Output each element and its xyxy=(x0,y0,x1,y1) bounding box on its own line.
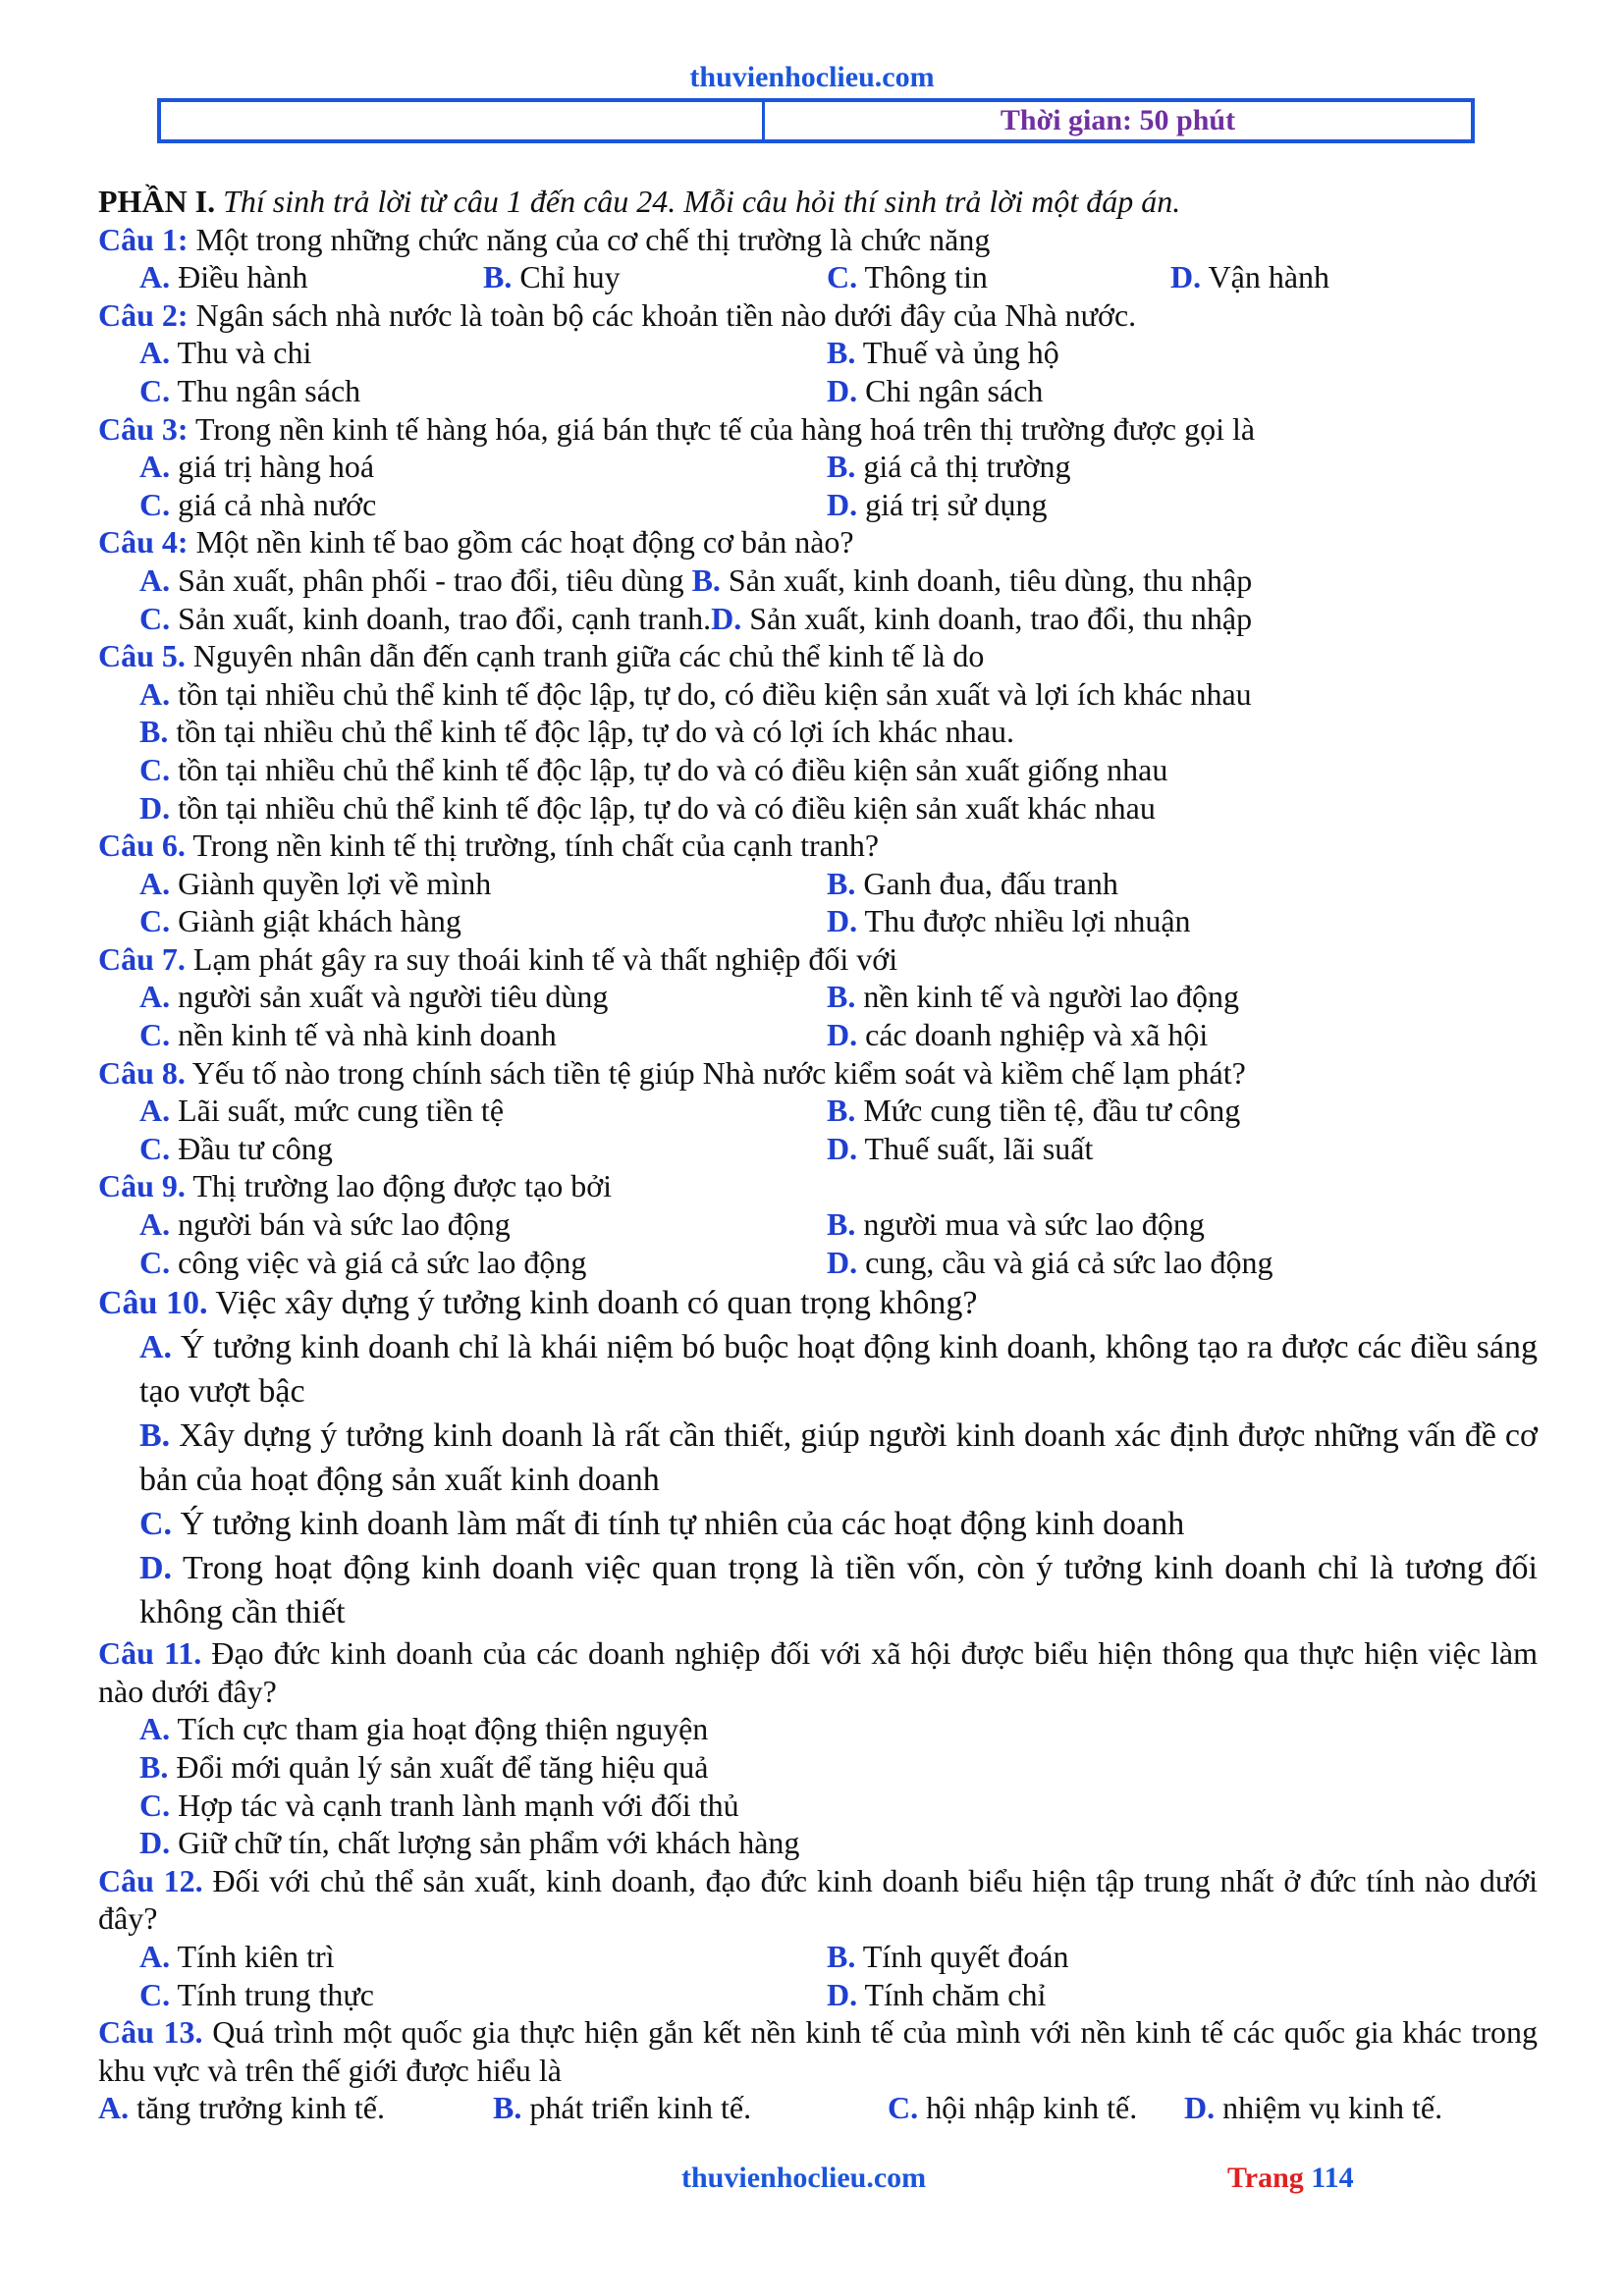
header-table xyxy=(157,98,1475,143)
question-text: Đối với chủ thể sản xuất, kinh doanh, đạo đức kinh doanh biểu hiện tập trung nhất ở đức tính nào dưới đây? xyxy=(98,1862,1539,1937)
footer-page xyxy=(1227,2162,1354,2195)
option-a: A. người bán và sức lao động xyxy=(139,1206,511,1243)
option-b: B. phát triển kinh tế. xyxy=(493,2090,752,2126)
question-text: Một nền kinh tế bao gồm các hoạt động cơ bản nào? xyxy=(195,524,854,561)
question-text: Nguyên nhân dẫn đến cạnh tranh giữa các chủ thể kinh tế là do xyxy=(192,638,985,674)
question-10 xyxy=(98,1281,1538,1325)
question-text: Yếu tố nào trong chính sách tiền tệ giúp Nhà nước kiểm soát và kiềm chế lạm phát? xyxy=(191,1054,1246,1091)
option-d: D. Thu được nhiều lợi nhuận xyxy=(827,903,1191,939)
part-label: PHẦN I. xyxy=(98,184,216,219)
option-b: B. Xây dựng ý tưởng kinh doanh là rất cần thiết, giúp người kinh doanh xác định được những vấn đề cơ bản của hoạt động sản xuất kinh doanh xyxy=(139,1417,1538,1499)
option-b: B. Chỉ huy xyxy=(483,259,621,295)
option-a: A. Thu và chi xyxy=(139,335,312,371)
option-b: B. tồn tại nhiều chủ thể kinh tế độc lập, tự do và có lợi ích khác nhau. xyxy=(139,714,1014,750)
option-c: C. Giành giật khách hàng xyxy=(139,903,461,939)
option-c: C. Đầu tư công xyxy=(139,1130,333,1166)
options-row xyxy=(98,1016,1538,1054)
question-number: Câu 10. xyxy=(98,1285,208,1322)
option-a: A. Lãi suất, mức cung tiền tệ xyxy=(139,1093,505,1129)
option-c: C. Ý tưởng kinh doanh làm mất đi tính tự nhiên của các hoạt động kinh doanh xyxy=(139,1506,1185,1543)
question-number: Câu 3: xyxy=(98,410,189,447)
site-header: thuvienhoclieu.com xyxy=(689,61,935,93)
options-row xyxy=(98,902,1538,940)
option-b: B. Sản xuất, kinh doanh, tiêu dùng, thu nhập xyxy=(691,561,1253,598)
question-text: Thị trường lao động được tạo bởi xyxy=(192,1168,613,1204)
option-d: D. nhiệm vụ kinh tế. xyxy=(1184,2090,1443,2126)
question-13 xyxy=(98,2013,1538,2089)
option-a: A. Tính kiên trì xyxy=(139,1938,335,1974)
option-c: C. Hợp tác và cạnh tranh lành mạnh với đối thủ xyxy=(139,1787,739,1823)
question-number: Câu 9. xyxy=(98,1168,186,1204)
question-6 xyxy=(98,827,1538,865)
question-9 xyxy=(98,1167,1538,1205)
options-row xyxy=(98,334,1538,372)
question-number: Câu 12. xyxy=(98,1862,203,1898)
options-row xyxy=(98,1130,1538,1168)
options-row xyxy=(98,1205,1538,1244)
option-d: D. Trong hoạt động kinh doanh việc quan trọng là tiền vốn, còn ý tưởng kinh doanh chỉ là tương đối không cần thiết xyxy=(139,1550,1538,1631)
option-c: C. Tính trung thực xyxy=(139,1976,374,2012)
question-number: Câu 8. xyxy=(98,1054,186,1091)
options-row xyxy=(98,258,1538,296)
option-d: D. giá trị sử dụng xyxy=(827,486,1048,522)
options-row xyxy=(98,1244,1538,1282)
question-8 xyxy=(98,1054,1538,1093)
option-d: D. Thuế suất, lãi suất xyxy=(827,1130,1094,1166)
question-number: Câu 13. xyxy=(98,2014,203,2051)
question-number: Câu 5. xyxy=(98,638,186,674)
options-row xyxy=(98,978,1538,1016)
part-heading xyxy=(98,183,1538,221)
option-c: C. công việc và giá cả sức lao động xyxy=(139,1244,587,1280)
option-c: C. giá cả nhà nước xyxy=(139,486,377,522)
question-2 xyxy=(98,296,1538,335)
question-11 xyxy=(98,1634,1538,1710)
option-b: B. Thuế và ủng hộ xyxy=(827,335,1059,371)
option-b: B. giá cả thị trường xyxy=(827,449,1071,485)
option-d: D. cung, cầu và giá cả sức lao động xyxy=(827,1244,1273,1280)
question-text: Ngân sách nhà nước là toàn bộ các khoản tiền nào dưới đây của Nhà nước. xyxy=(195,296,1137,333)
option-a: A. Tích cực tham gia hoạt động thiện nguyện xyxy=(139,1711,709,1747)
options-row xyxy=(98,600,1538,638)
option-c: C. tồn tại nhiều chủ thể kinh tế độc lập, tự do và có điều kiện sản xuất giống nhau xyxy=(139,751,1168,787)
question-number: Câu 1: xyxy=(98,221,189,257)
exam-content xyxy=(98,183,1538,2127)
options-row xyxy=(98,2089,1538,2127)
option-b: B. Tính quyết đoán xyxy=(827,1938,1069,1974)
option-a: A. người sản xuất và người tiêu dùng xyxy=(139,979,609,1015)
question-5 xyxy=(98,637,1538,675)
option-a: A. Sản xuất, phân phối - trao đổi, tiêu dùng xyxy=(139,561,684,598)
question-1 xyxy=(98,221,1538,259)
question-text: Trong nền kinh tế thị trường, tính chất của cạnh tranh? xyxy=(192,828,880,864)
options-row xyxy=(98,1976,1538,2014)
option-d: D. Chi ngân sách xyxy=(827,372,1044,408)
option-c: C. hội nhập kinh tế. xyxy=(888,2090,1138,2126)
question-7 xyxy=(98,940,1538,979)
option-b: B. nền kinh tế và người lao động xyxy=(827,979,1239,1015)
option-c: C. nền kinh tế và nhà kinh doanh xyxy=(139,1017,557,1053)
option-a: A. tồn tại nhiều chủ thể kinh tế độc lập, tự do, có điều kiện sản xuất và lợi ích khác nhau xyxy=(139,675,1252,712)
question-number: Câu 2: xyxy=(98,296,189,333)
option-d: D. Sản xuất, kinh doanh, trao đổi, thu nhập xyxy=(711,600,1253,636)
option-b: B. Đổi mới quản lý sản xuất để tăng hiệu quả xyxy=(139,1749,709,1785)
question-3 xyxy=(98,410,1538,449)
footer-site: thuvienhoclieu.com xyxy=(681,2162,927,2194)
option-c: C. Thông tin xyxy=(827,259,988,295)
options-row xyxy=(98,448,1538,486)
question-text: Việc xây dựng ý tưởng kinh doanh có quan trọng không? xyxy=(215,1285,978,1322)
question-text: Đạo đức kinh doanh của các doanh nghiệp đối với xã hội được biểu hiện thông qua thực hiện việc làm nào dưới đây? xyxy=(98,1635,1539,1709)
footer-page-number: 114 xyxy=(1311,2162,1354,2194)
question-text: Trong nền kinh tế hàng hóa, giá bán thực tế của hàng hoá trên thị trường được gọi là xyxy=(194,410,1256,447)
question-text: Một trong những chức năng của cơ chế thị trường là chức năng xyxy=(195,221,991,257)
option-a: A. tăng trưởng kinh tế. xyxy=(98,2090,385,2126)
options-row xyxy=(98,372,1538,410)
option-d: D. Giữ chữ tín, chất lượng sản phẩm với khách hàng xyxy=(139,1825,800,1861)
option-d: D. tồn tại nhiều chủ thể kinh tế độc lập, tự do và có điều kiện sản xuất khác nhau xyxy=(139,789,1156,826)
question-4 xyxy=(98,523,1538,561)
option-b: B. Mức cung tiền tệ, đầu tư công xyxy=(827,1093,1241,1129)
question-number: Câu 6. xyxy=(98,828,186,864)
option-d: D. Vận hành xyxy=(1170,259,1330,295)
question-number: Câu 4: xyxy=(98,524,189,561)
option-a: A. giá trị hàng hoá xyxy=(139,449,375,485)
options-row xyxy=(98,1092,1538,1130)
question-number: Câu 11. xyxy=(98,1635,202,1672)
option-d: D. các doanh nghiệp và xã hội xyxy=(827,1017,1209,1053)
part-instruction: Thí sinh trả lời từ câu 1 đến câu 24. Mỗi câu hỏi thí sinh trả lời một đáp án. xyxy=(223,184,1181,219)
option-a: A. Giành quyền lợi về mình xyxy=(139,865,492,901)
question-text: Quá trình một quốc gia thực hiện gắn kết nền kinh tế của mình với nền kinh tế các quốc gia khác trong khu vực và trên thế giới được hiểu là xyxy=(98,2014,1539,2088)
question-12 xyxy=(98,1862,1538,1938)
option-a: A. Ý tưởng kinh doanh chỉ là khái niệm bó buộc hoạt động kinh doanh, không tạo ra được các điều sáng tạo vượt bậc xyxy=(139,1329,1538,1411)
options-row xyxy=(98,1938,1538,1976)
options-row xyxy=(98,865,1538,903)
option-c: C. Thu ngân sách xyxy=(139,372,361,408)
header-cell-empty xyxy=(161,102,765,139)
option-a: A. Điều hành xyxy=(139,259,308,295)
option-c: C. Sản xuất, kinh doanh, trao đổi, cạnh tranh. xyxy=(139,600,712,636)
footer-page-label: Trang xyxy=(1227,2162,1304,2194)
option-d: D. Tính chăm chỉ xyxy=(827,1976,1047,2012)
option-b: B. người mua và sức lao động xyxy=(827,1206,1205,1243)
option-b: B. Ganh đua, đấu tranh xyxy=(827,865,1118,901)
time-label: Thời gian: 50 phút xyxy=(1000,104,1236,136)
question-number: Câu 7. xyxy=(98,940,186,977)
question-text: Lạm phát gây ra suy thoái kinh tế và thất nghiệp đối với xyxy=(192,940,898,977)
options-row xyxy=(98,486,1538,524)
page-footer xyxy=(0,2162,1624,2201)
options-row xyxy=(98,561,1538,600)
